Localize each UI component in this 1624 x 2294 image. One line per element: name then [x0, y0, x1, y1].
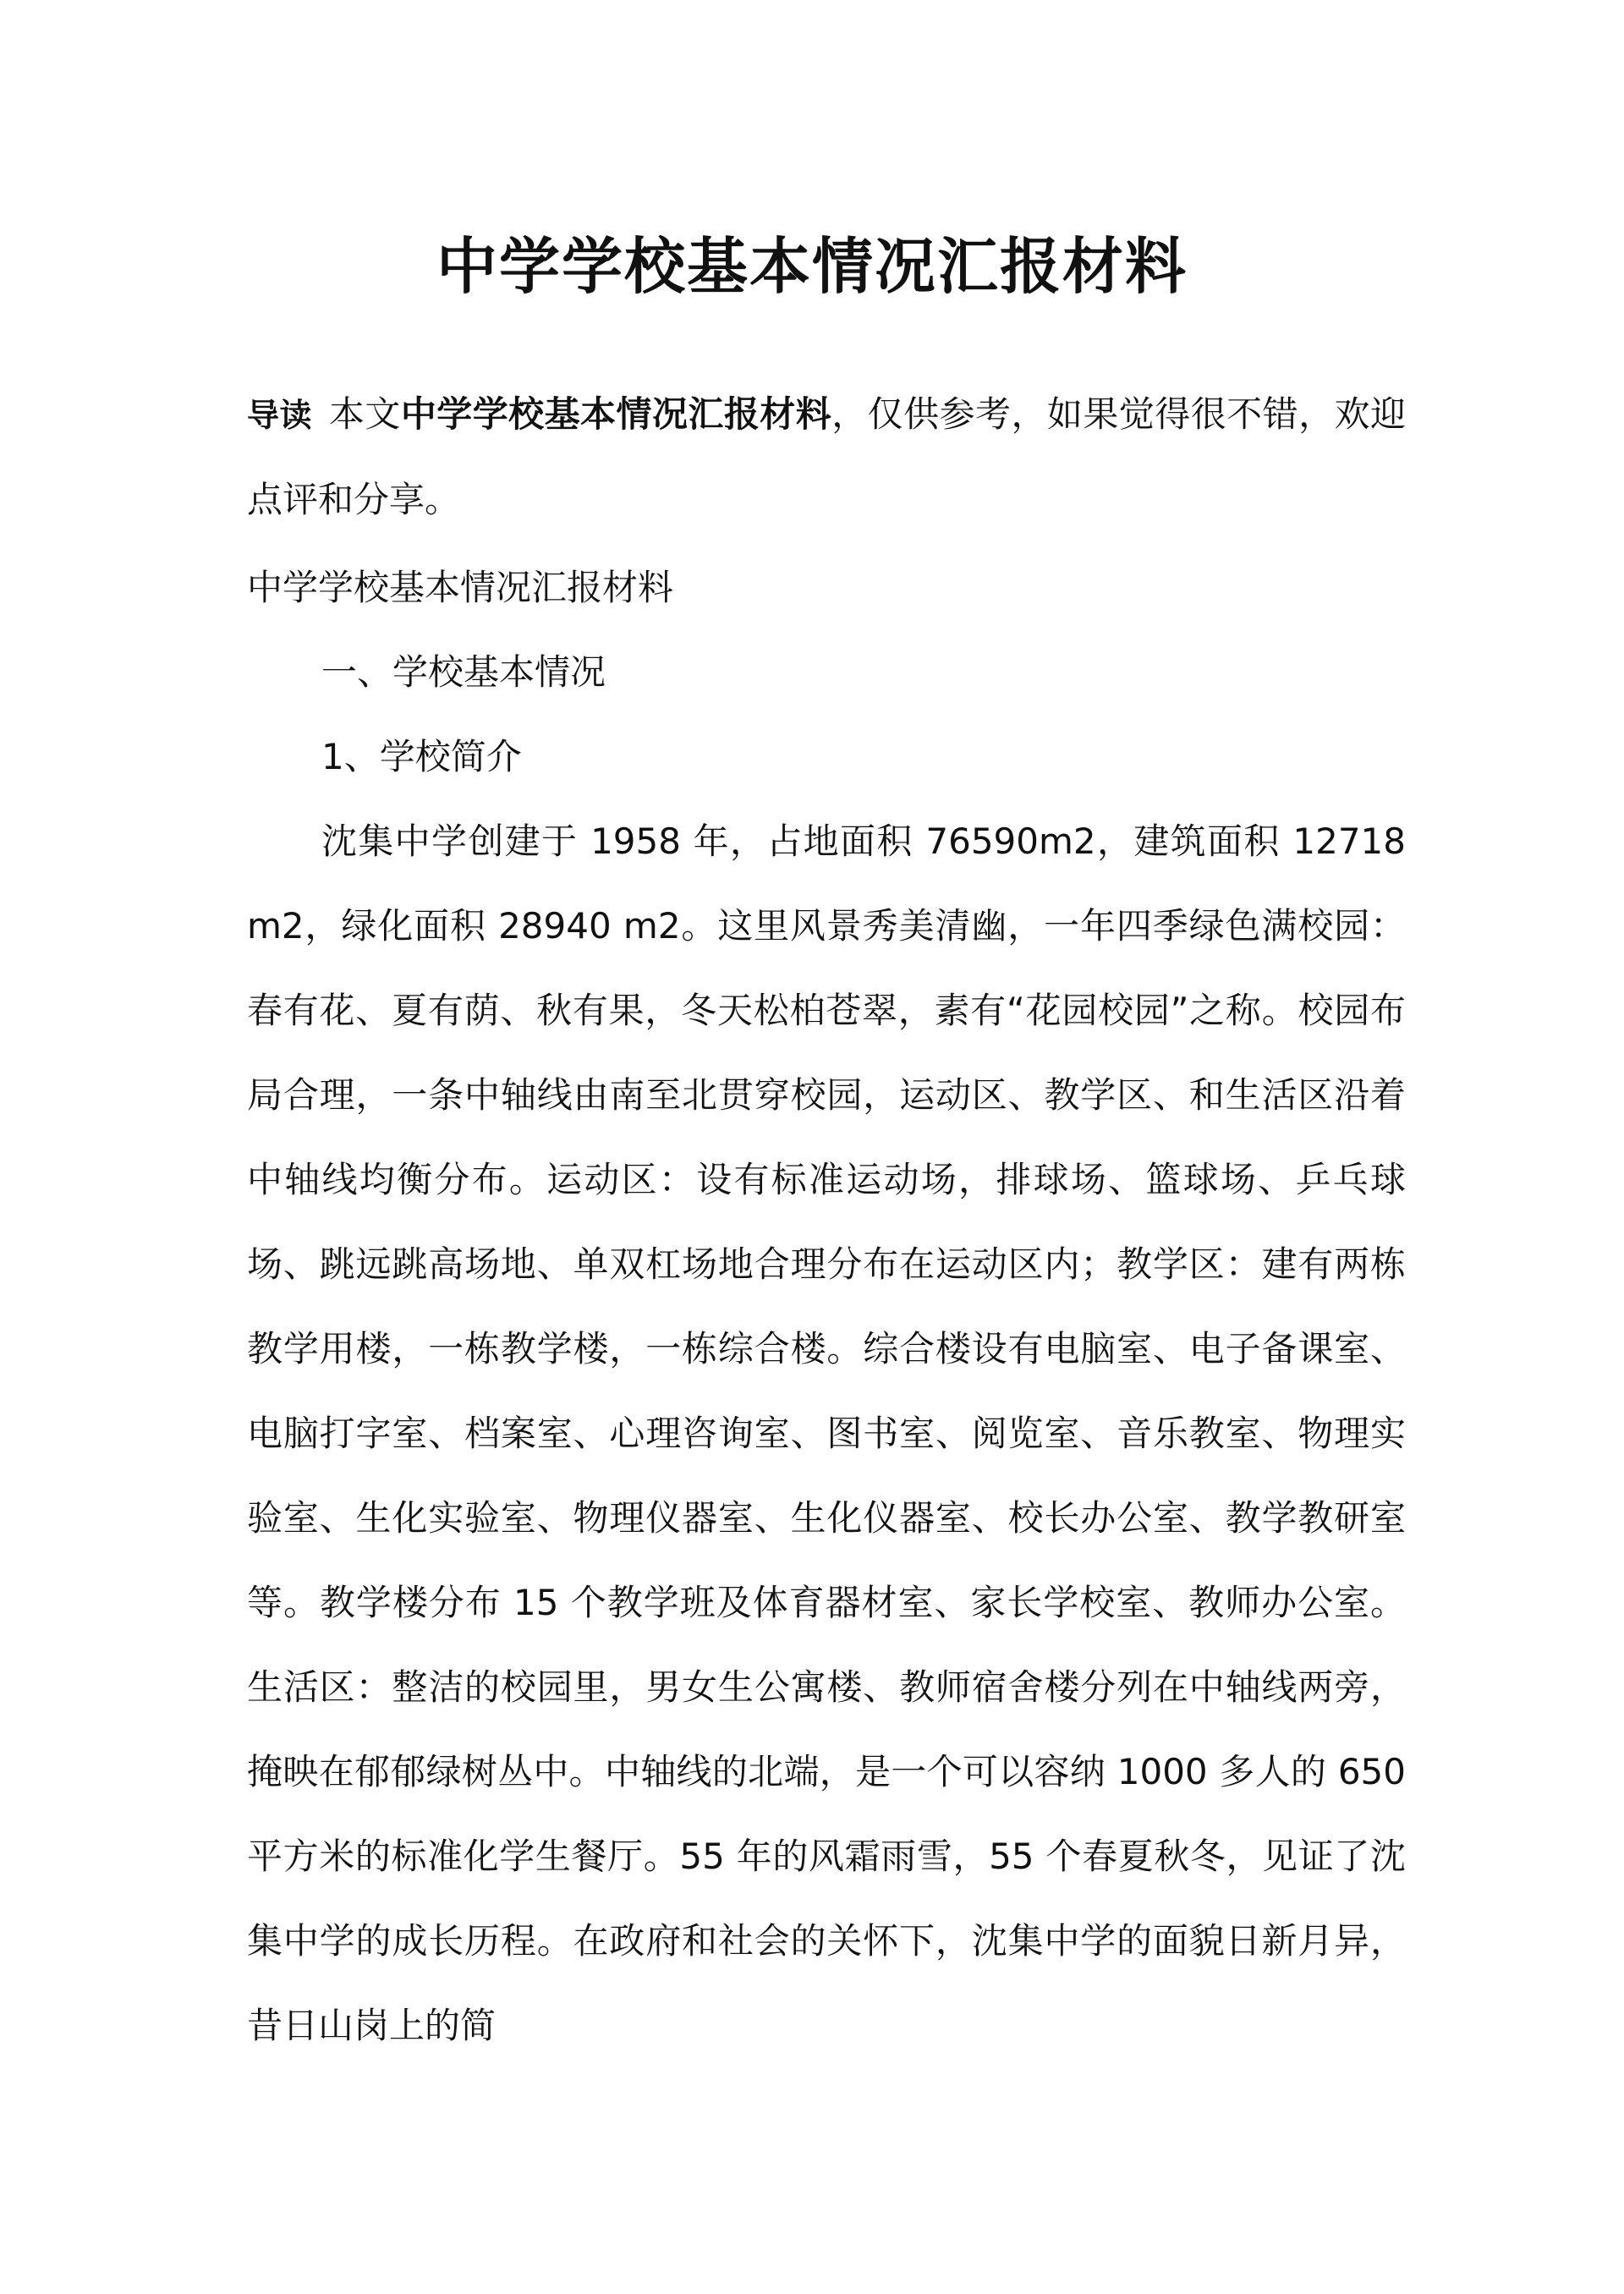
- intro-bold-title: 中学学校基本情况汇报材料: [400, 393, 832, 435]
- intro-suffix: ，仅供参考，如果觉得很不错，欢迎点评和分享。: [247, 393, 1406, 520]
- section-heading: 一、学校基本情况: [321, 651, 606, 693]
- page-title: 中学学校基本情况汇报材料: [436, 231, 1188, 302]
- document-title-line: 中学学校基本情况汇报材料: [247, 567, 674, 608]
- intro-lead-label: 导读: [247, 397, 312, 434]
- intro-prefix: 本文: [328, 393, 401, 435]
- body-paragraph: 沈集中学创建于 1958 年，占地面积 76590m2，建筑面积 12718 m2，绿化面积 28940 m2。这里风景秀美清幽，一年四季绿色满校园：春有花、夏有荫、秋有果，冬天松柏苍翠，素有“花园校园”之称。校园布局合理，一条中轴线由南至北贯穿校园，运动区、教学区、和生活区沿着中轴线均衡分布。运动区：设有标准运动场，排球场、篮球场、乒乓球场、跳远跳高场地、单双杠场地合理分布在运动区内；教学区：建有两栋教学用楼，一栋教学楼，一栋综合楼。综合楼设有电脑室、电子备课室、电脑打字室、档案室、心理咨询室、图书室、阅览室、音乐教室、物理实验室、生化实验室、物理仪器室、生化仪器室、校长办公室、教学教研室等。教学楼分布 15 个教学班及体育器材室、家长学校室、教师办公室。生活区：整洁的校园里，男女生公寓楼、教师宿舍楼分列在中轴线两旁，掩映在郁郁绿树丛中。中轴线的北端，是一个可以容纳 1000 多人的 650 平方米的标准化学生餐厅。55 年的风霜雨雪，55 个春夏秋冬，见证了沈集中学的成长历程。在政府和社会的关怀下，沈集中学的面貌日新月异，昔日山岗上的简: [247, 820, 1406, 2046]
- subsection-heading: 1、学校简介: [321, 736, 522, 777]
- intro-paragraph: [247, 372, 1406, 542]
